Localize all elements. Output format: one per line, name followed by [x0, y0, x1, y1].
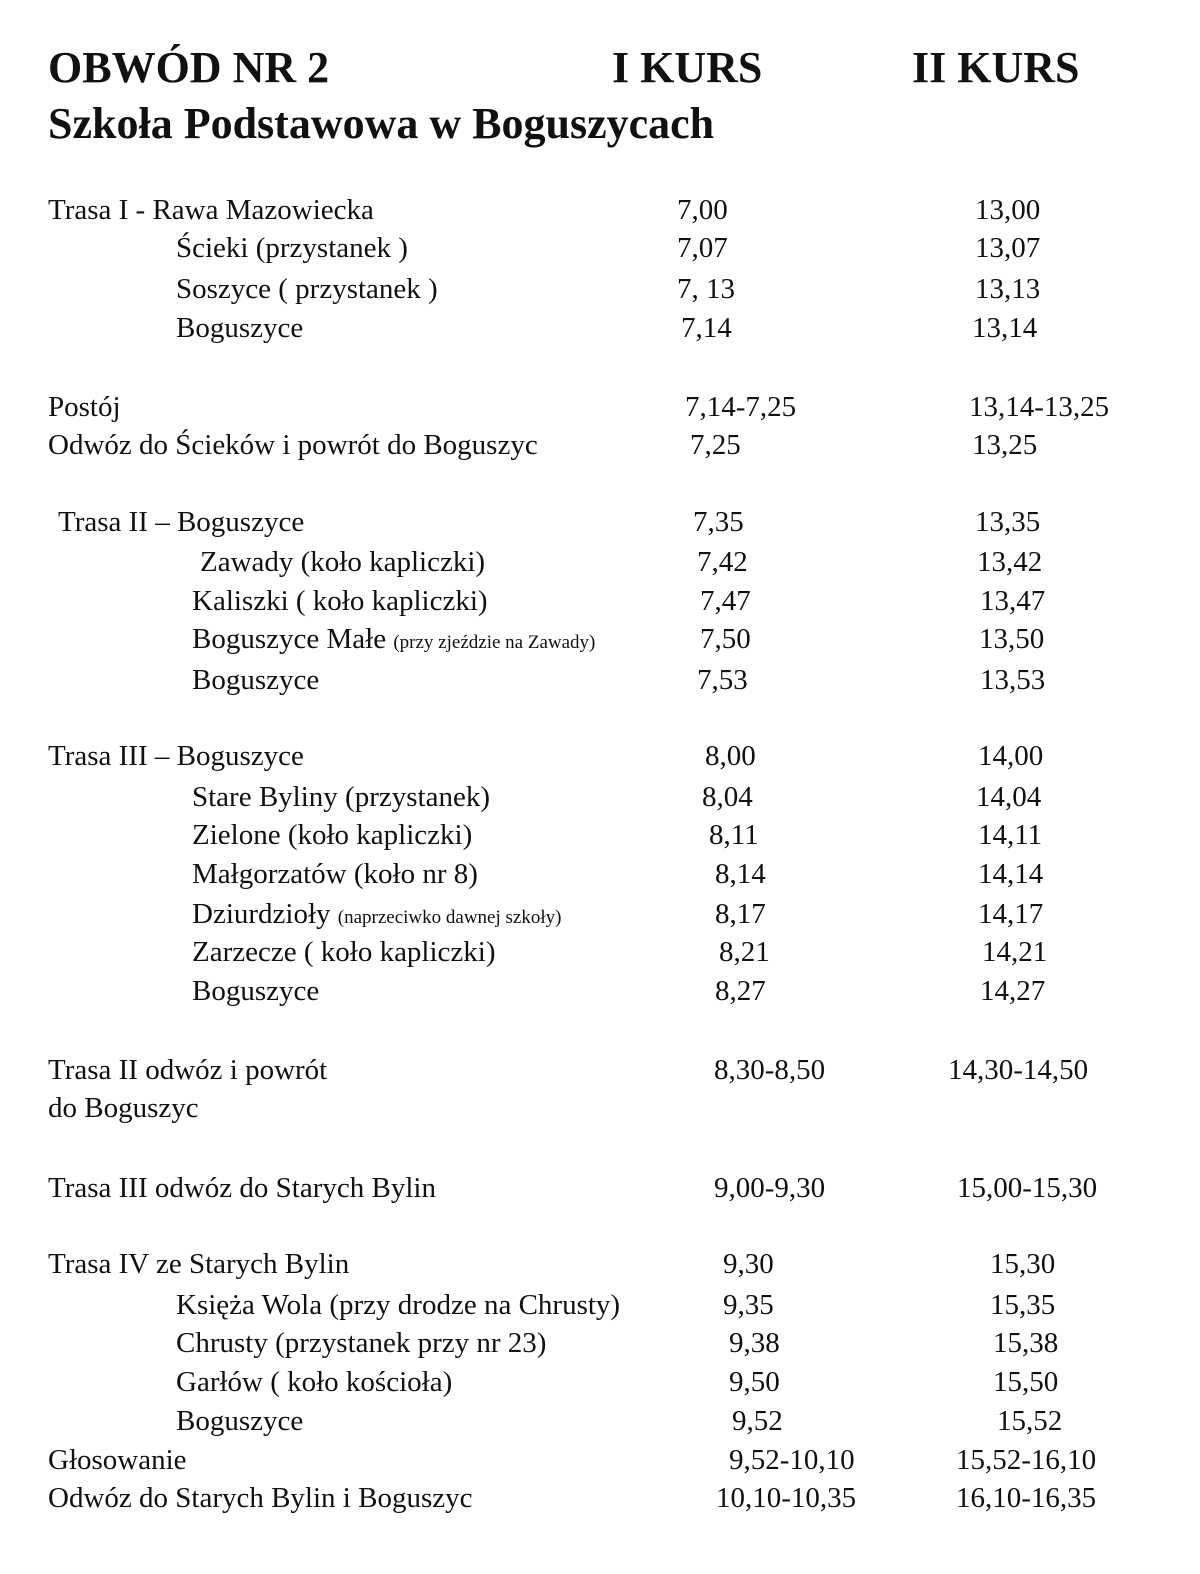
schedule-row [0, 544, 1200, 580]
course-1-time: 8,00 [705, 740, 756, 772]
stop-label [48, 389, 121, 425]
course-2-time: 13,35 [975, 506, 1041, 538]
stop-name: do Boguszyc [48, 1092, 199, 1124]
stop-name: Małgorzatów (koło nr 8) [192, 858, 478, 890]
stop-name: Ścieki (przystanek ) [176, 232, 408, 264]
course-1-time: 8,27 [715, 975, 766, 1007]
course-1-time: 8,14 [715, 858, 766, 890]
stop-label [48, 192, 374, 228]
stop-name: Stare Byliny (przystanek) [192, 781, 490, 813]
course-1-time: 9,38 [729, 1327, 780, 1359]
course-2-time: 14,27 [980, 975, 1046, 1007]
stop-label [192, 662, 319, 698]
stop-label [48, 1442, 187, 1478]
course-1-time: 9,35 [723, 1289, 774, 1321]
stop-label [48, 1090, 199, 1126]
schedule-row [0, 389, 1200, 425]
stop-note: (naprzeciwko dawnej szkoły) [337, 907, 562, 928]
stop-name: Kaliszki ( koło kapliczki) [192, 585, 488, 617]
schedule-row [0, 1287, 1200, 1323]
stop-label [176, 1325, 546, 1361]
stop-name: Odwóz do Starych Bylin i Boguszyc [48, 1482, 473, 1514]
schedule-row [0, 1246, 1200, 1282]
stop-name: Trasa I - Rawa Mazowiecka [48, 194, 374, 226]
course-2-time: 15,52 [997, 1405, 1063, 1437]
course-1-time: 8,30-8,50 [714, 1054, 826, 1086]
course-2-time: 13,53 [980, 664, 1046, 696]
schedule-row [0, 504, 1200, 540]
course-1-time: 8,21 [719, 936, 770, 968]
course-1-time: 7,50 [700, 623, 751, 655]
course-1-time: 7,00 [677, 194, 728, 226]
stop-name: Odwóz do Ścieków i powrót do Boguszyc [48, 429, 538, 461]
stop-name: Boguszyce [192, 975, 320, 1007]
course-1-time: 8,17 [715, 898, 766, 930]
course-2-time: 13,14 [972, 312, 1038, 344]
course-2-time: 13,13 [975, 273, 1041, 305]
schedule-row [0, 621, 1200, 657]
course-1-time: 7,07 [677, 232, 728, 264]
stop-name: Zawady (koło kapliczki) [200, 546, 486, 578]
course-1-time: 9,52 [732, 1405, 783, 1437]
course-1-time: 7,14 [681, 312, 732, 344]
course-2-time: 13,47 [980, 585, 1046, 617]
course-2-time: 13,25 [972, 429, 1038, 461]
schedule-row [0, 779, 1200, 815]
stop-name: Boguszyce [176, 312, 304, 344]
course-2-time: 15,00-15,30 [957, 1172, 1098, 1204]
course-1-time: 9,00-9,30 [714, 1172, 826, 1204]
course-1-time: 7,53 [697, 664, 748, 696]
stop-name: Zielone (koło kapliczki) [192, 819, 473, 851]
course-1-time: 7,35 [693, 506, 744, 538]
schedule-row [0, 896, 1200, 932]
stop-label [176, 1287, 620, 1323]
course-2-time: 15,52-16,10 [956, 1444, 1097, 1476]
schedule-row [0, 427, 1200, 463]
course-2-time: 14,11 [978, 819, 1043, 851]
stop-label [48, 1170, 436, 1206]
course-2-time: 15,50 [993, 1366, 1059, 1398]
course-1-time: 9,52-10,10 [729, 1444, 855, 1476]
course-2-time: 13,14-13,25 [969, 391, 1110, 423]
schedule-row [0, 1480, 1200, 1516]
course-1-time: 7,42 [697, 546, 748, 578]
stop-name: Głosowanie [48, 1444, 187, 1476]
stop-name: Garłów ( koło kościoła) [176, 1366, 453, 1398]
stop-label [176, 310, 303, 346]
stop-label [192, 621, 595, 661]
course-1-time: 8,04 [702, 781, 753, 813]
course-2-time: 14,04 [976, 781, 1042, 813]
schedule-row [0, 1090, 1200, 1126]
course-1-time: 9,50 [729, 1366, 780, 1398]
schedule-row [0, 1052, 1200, 1088]
schedule-row [0, 271, 1200, 307]
schedule-row [0, 817, 1200, 853]
stop-label [176, 1403, 303, 1439]
stop-name: Boguszyce Małe [192, 623, 387, 655]
schedule-row [0, 1364, 1200, 1400]
stop-label [192, 934, 496, 970]
stop-label [192, 896, 561, 936]
stop-name: Postój [48, 391, 121, 423]
stop-name: Trasa II odwóz i powrót [48, 1054, 328, 1086]
course-2-time: 13,42 [977, 546, 1043, 578]
stop-label [176, 271, 438, 307]
schedule-row [0, 662, 1200, 698]
stop-name: Zarzecze ( koło kapliczki) [192, 936, 496, 968]
course-1-heading: I KURS [612, 43, 763, 92]
stop-label [200, 544, 485, 580]
district-title: OBWÓD NR 2 [48, 43, 330, 92]
stop-name: Trasa IV ze Starych Bylin [48, 1248, 350, 1280]
schedule-row [0, 583, 1200, 619]
stop-label [58, 504, 304, 540]
course-1-time: 7, 13 [677, 273, 735, 305]
stop-label [192, 856, 478, 892]
stop-label [192, 817, 472, 853]
course-2-time: 14,14 [978, 858, 1044, 890]
stop-label [176, 230, 408, 266]
stop-label [48, 1246, 349, 1282]
course-2-heading: II KURS [912, 43, 1080, 92]
stop-label [192, 583, 488, 619]
schedule-row [0, 1170, 1200, 1206]
schedule-row [0, 1325, 1200, 1361]
schedule-row [0, 934, 1200, 970]
stop-label [48, 1052, 327, 1088]
course-2-time: 15,35 [990, 1289, 1056, 1321]
school-title: Szkoła Podstawowa w Boguszycach [48, 99, 715, 148]
stop-label [192, 779, 490, 815]
course-2-time: 16,10-16,35 [956, 1482, 1097, 1514]
stop-name: Chrusty (przystanek przy nr 23) [176, 1327, 547, 1359]
schedule-row [0, 1403, 1200, 1439]
schedule-row [0, 856, 1200, 892]
stop-label [176, 1364, 452, 1400]
course-1-time: 9,30 [723, 1248, 774, 1280]
schedule-row [0, 738, 1200, 774]
stop-name: Soszyce ( przystanek ) [176, 273, 438, 305]
stop-label [48, 1480, 472, 1516]
course-2-time: 14,17 [978, 898, 1044, 930]
course-1-time: 7,47 [700, 585, 751, 617]
stop-name: Boguszyce [176, 1405, 304, 1437]
stop-name: Trasa III odwóz do Starych Bylin [48, 1172, 436, 1204]
course-2-time: 14,00 [978, 740, 1044, 772]
course-2-time: 14,30-14,50 [948, 1054, 1089, 1086]
stop-label [192, 973, 319, 1009]
stop-name: Boguszyce [192, 664, 320, 696]
course-2-time: 13,07 [975, 232, 1041, 264]
course-2-time: 13,00 [975, 194, 1041, 226]
stop-name: Trasa II – Boguszyce [58, 506, 305, 538]
course-2-time: 13,50 [979, 623, 1045, 655]
schedule-row [0, 230, 1200, 266]
schedule-row [0, 310, 1200, 346]
course-1-time: 7,14-7,25 [685, 391, 797, 423]
course-2-time: 15,30 [990, 1248, 1056, 1280]
stop-label [48, 738, 304, 774]
course-1-time: 10,10-10,35 [716, 1482, 857, 1514]
stop-name: Dziurdzioły [192, 898, 331, 930]
course-2-time: 15,38 [993, 1327, 1059, 1359]
stop-note: (przy zjeździe na Zawady) [393, 632, 596, 653]
schedule-row [0, 192, 1200, 228]
stop-label [48, 427, 538, 463]
course-1-time: 8,11 [709, 819, 759, 851]
schedule-row [0, 1442, 1200, 1478]
course-1-time: 7,25 [690, 429, 741, 461]
schedule-row [0, 973, 1200, 1009]
course-2-time: 14,21 [982, 936, 1048, 968]
stop-name: Księża Wola (przy drodze na Chrusty) [176, 1289, 621, 1321]
stop-name: Trasa III – Boguszyce [48, 740, 304, 772]
